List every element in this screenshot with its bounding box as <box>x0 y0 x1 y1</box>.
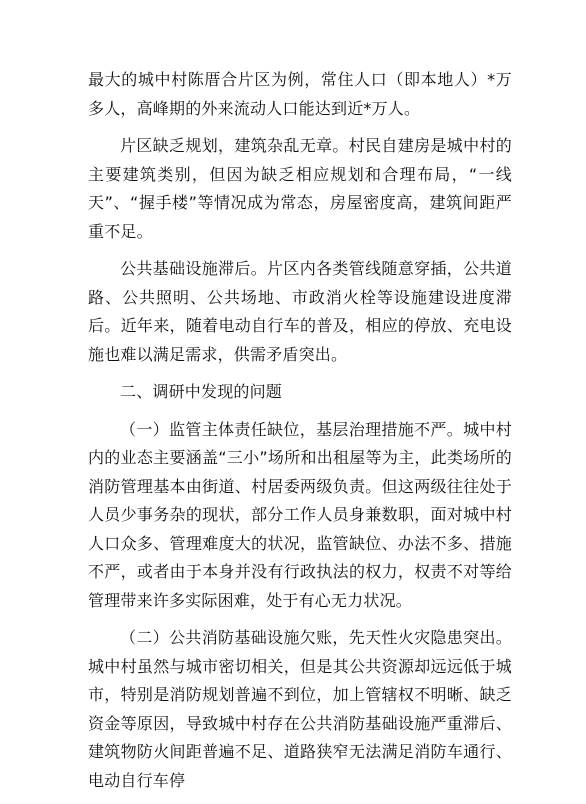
paragraph-issue-1: （一）监管主体责任缺位，基层治理措施不严。城中村内的业态主要涵盖“三小”场所和出租屋等为主，此类场所的消防管理基本由街道、村居委两级负责。但这两级往往处于人员少事务杂的现状，部分工作人员身兼数职，面对城中村人口众多、管理难度大的状况，监管缺位、办法不多、措施不严，或者由于本身并没有行政执法的权力，权责不对等给管理带来许多实际困难，处于有心无力状况。 <box>88 419 512 610</box>
paragraph-planning: 片区缺乏规划，建筑杂乱无章。村民自建房是城中村的主要建筑类别，但因为缺乏相应规划和合理布局，“一线天”、“握手楼”等情况成为常态，房屋密度高，建筑间距严重不足。 <box>88 136 512 241</box>
document-body <box>88 66 512 804</box>
section-heading: 二、调研中发现的问题 <box>120 382 283 401</box>
paragraph-issue-2: （二）公共消防基础设施欠账，先天性火灾隐患突出。城中村虽然与城市密切相关，但是其公共资源却远远低于城市，特别是消防规划普遍不到位，加上管辖权不明晰、缺乏资金等原因，导致城中村存在公共消防基础设施严重滞后、建筑物防火间距普遍不足、道路狭窄无法满足消防车通行、电动自行车停 <box>88 628 512 790</box>
paragraph-infrastructure: 公共基础设施滞后。片区内各类管线随意穿插，公共道路、公共照明、公共场地、市政消火栓等设施建设进度滞后。近年来，随着电动自行车的普及，相应的停放、充电设施也难以满足需求，供需矛盾突出。 <box>88 259 512 364</box>
paragraph-intro: 最大的城中村陈厝合片区为例，常住人口（即本地人）*万多人，高峰期的外来流动人口能达到近*万人。 <box>88 70 512 118</box>
